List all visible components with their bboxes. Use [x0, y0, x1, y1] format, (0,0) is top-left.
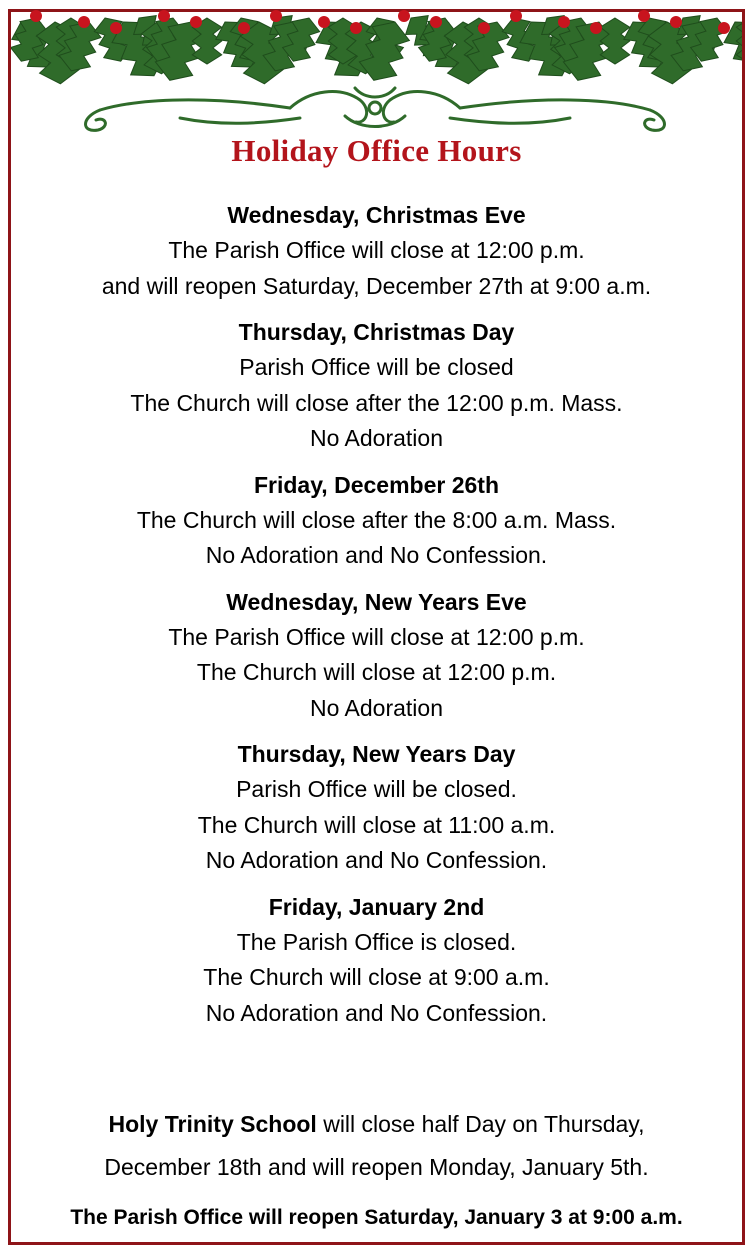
school-notice-text: will close half Day on Thursday,	[316, 1111, 645, 1137]
holly-leaf	[600, 18, 629, 64]
school-notice	[10, 1103, 743, 1189]
holly-berry	[350, 22, 362, 34]
holly-berry	[110, 22, 122, 34]
schedule-section	[10, 197, 743, 304]
schedule-list	[10, 197, 743, 1041]
holly-berry	[478, 22, 490, 34]
ornamental-scroll-decoration	[60, 78, 690, 140]
section-line: The Church will close after the 8:00 a.m. Mass.	[136, 506, 617, 533]
section-line: No Adoration	[310, 425, 443, 451]
section-line: and will reopen Saturday, December 27th at 9:00 a.m.	[101, 272, 652, 299]
section-line: The Parish Office is closed.	[236, 928, 517, 955]
holly-berry	[558, 16, 570, 28]
section-line: No Adoration and No Confession.	[205, 999, 548, 1026]
section-line: The Church will close at 9:00 a.m.	[203, 964, 550, 990]
section-heading: Thursday, New Years Day	[237, 741, 516, 767]
schedule-section	[10, 736, 743, 879]
holly-berry	[670, 16, 682, 28]
holly-berry	[318, 16, 330, 28]
schedule-section	[10, 584, 743, 727]
section-heading: Thursday, Christmas Day	[238, 319, 515, 345]
section-line: The Church will close at 11:00 a.m.	[197, 811, 556, 838]
holly-berry	[510, 10, 522, 22]
section-line: Parish Office will be closed.	[236, 776, 517, 802]
holly-berry	[718, 22, 730, 34]
section-line: The Parish Office will close at 12:00 p.m.	[168, 623, 585, 650]
schedule-section	[10, 889, 743, 1032]
page-title: Holiday Office Hours	[231, 133, 522, 168]
section-heading: Wednesday, Christmas Eve	[227, 202, 526, 228]
section-heading: Friday, December 26th	[253, 471, 499, 498]
holly-berry	[430, 16, 442, 28]
schedule-section	[10, 314, 743, 457]
schedule-section	[10, 467, 743, 574]
section-line: Parish Office will be closed	[239, 354, 514, 380]
school-notice-line	[10, 1103, 743, 1146]
holly-berry	[398, 10, 410, 22]
school-name: Holy Trinity School	[108, 1111, 317, 1137]
section-line: No Adoration and No Confession.	[205, 542, 548, 568]
holly-berry	[270, 10, 282, 22]
section-line: The Church will close at 12:00 p.m.	[196, 659, 557, 685]
section-line: No Adoration and No Confession.	[205, 847, 548, 873]
holly-berry	[238, 22, 250, 34]
holly-berry	[190, 16, 202, 28]
section-heading: Wednesday, New Years Eve	[226, 588, 527, 615]
section-line: The Church will close after the 12:00 p.m. Mass.	[130, 389, 623, 416]
section-line: No Adoration	[310, 694, 443, 721]
section-heading: Friday, January 2nd	[268, 893, 485, 920]
reopen-notice: The Parish Office will reopen Saturday, January 3 at 9:00 a.m.	[70, 1206, 683, 1229]
school-notice-line: December 18th and will reopen Monday, January 5th.	[104, 1154, 649, 1180]
holly-berry	[590, 22, 602, 34]
holly-berry	[638, 10, 650, 22]
holly-berry	[158, 10, 170, 22]
holly-berry	[30, 10, 42, 22]
holly-berry	[78, 16, 90, 28]
section-line: The Parish Office will close at 12:00 p.m.	[168, 237, 585, 263]
